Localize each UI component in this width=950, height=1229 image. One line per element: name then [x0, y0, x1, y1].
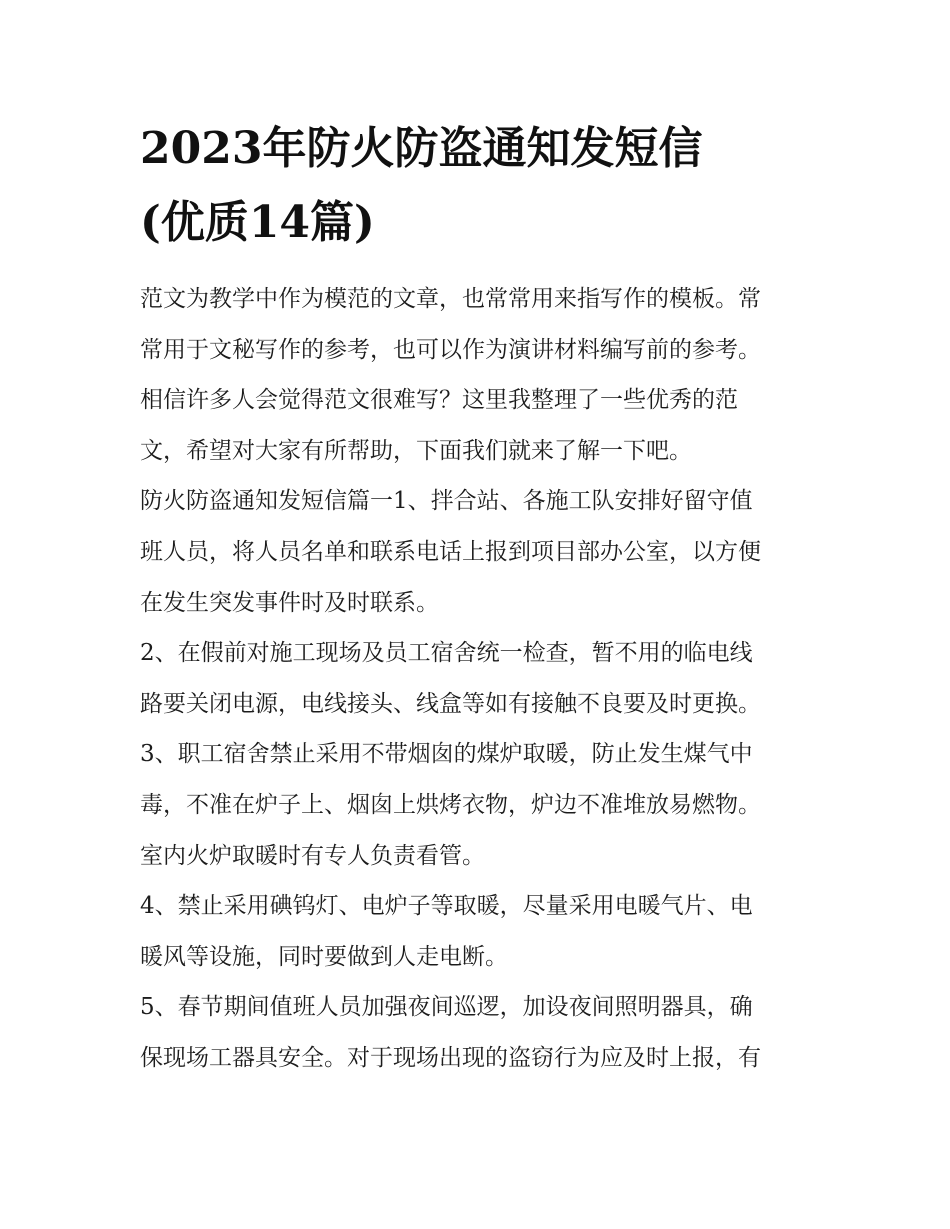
title-line: (优质14篇) [140, 197, 375, 248]
text-line: 暖风等设施，同时要做到人走电断。 [140, 943, 508, 970]
text-line: 在发生突发事件时及时联系。 [140, 589, 439, 616]
text-line: 路要关闭电源，电线接头、线盒等如有接触不良要及时更换。 [140, 690, 761, 717]
title-line: 2023年防火防盗通知发短信 [140, 123, 703, 174]
document-title [140, 112, 816, 260]
item-2-paragraph [140, 628, 816, 729]
text-line: 3、职工宿舍禁止采用不带烟囱的煤炉取暖，防止发生煤气中 [140, 741, 753, 768]
text-line: 室内火炉取暖时有专人负责看管。 [140, 842, 485, 869]
text-line: 5、春节期间值班人员加强夜间巡逻，加设夜间照明器具，确 [140, 994, 753, 1021]
text-line: 2、在假前对施工现场及员工宿舍统一检查，暂不用的临电线 [140, 640, 753, 667]
text-line: 4、禁止采用碘钨灯、电炉子等取暖，尽量采用电暖气片、电 [140, 893, 753, 920]
text-line: 班人员，将人员名单和联系电话上报到项目部办公室，以方便 [140, 538, 761, 565]
text-line: 相信许多人会觉得范文很难写？这里我整理了一些优秀的范 [140, 387, 738, 414]
text-line: 防火防盗通知发短信篇一1、拌合站、各施工队安排好留守值 [140, 488, 753, 515]
text-line: 毒，不准在炉子上、烟囱上烘烤衣物，炉边不准堆放易燃物。 [140, 791, 761, 818]
item-4-paragraph [140, 881, 816, 982]
text-line: 范文为教学中作为模范的文章，也常常用来指写作的模板。常 [140, 286, 761, 312]
text-line: 常用于文秘写作的参考，也可以作为演讲材料编写前的参考。 [140, 336, 761, 363]
document-body [140, 274, 816, 1084]
item-3-paragraph [140, 729, 816, 881]
document-page [140, 112, 816, 1084]
text-line: 保现场工器具安全。对于现场出现的盗窃行为应及时上报，有 [140, 1044, 761, 1071]
item-5-paragraph [140, 982, 816, 1083]
intro-paragraph [140, 274, 816, 476]
text-line: 文，希望对大家有所帮助，下面我们就来了解一下吧。 [140, 437, 692, 464]
section-one-paragraph [140, 476, 816, 628]
